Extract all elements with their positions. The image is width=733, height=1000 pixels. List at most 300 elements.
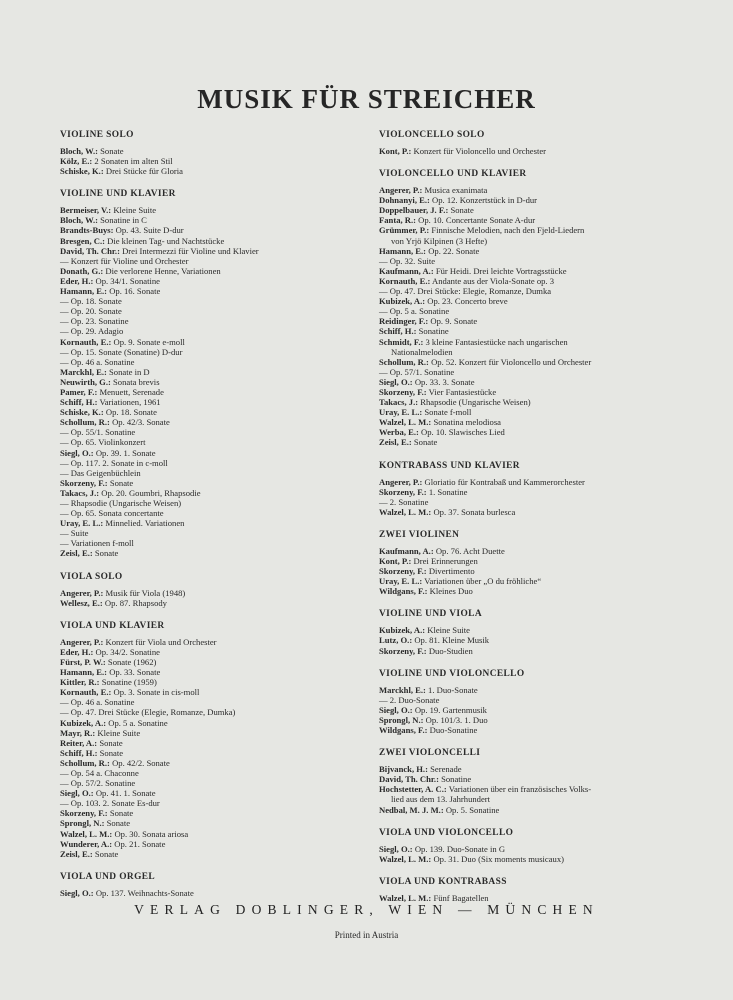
catalog-entry <box>60 707 360 717</box>
composer-name: Schiff, H.: <box>60 397 98 408</box>
composer-name: David, Th. Chr.: <box>379 774 439 785</box>
work-title: 2 Sonaten im alten Stil <box>94 156 173 167</box>
catalog-section <box>379 877 679 903</box>
work-title: Vier Fantasiestücke <box>428 386 497 397</box>
catalog-entry <box>379 296 679 306</box>
work-title: Variationen über „O du fröhliche“ <box>424 576 542 587</box>
work-title: Op. 30. Sonata ariosa <box>114 828 189 839</box>
catalog-entry <box>60 458 360 468</box>
composer-name: Kornauth, E.: <box>60 687 112 698</box>
composer-name: Siegl, O.: <box>379 843 413 854</box>
work-title: Sonate in D <box>109 366 150 377</box>
catalog-entry <box>379 387 679 397</box>
work-title: — 2. Sonatine <box>379 496 429 507</box>
publisher-line: VERLAG DOBLINGER, WIEN — MÜNCHEN <box>134 902 599 917</box>
composer-name: David, Th. Chr.: <box>60 245 120 256</box>
catalog-entry <box>60 657 360 667</box>
work-title: Op. 21. Sonate <box>114 838 166 849</box>
work-title: Sonatine (1959) <box>101 677 157 688</box>
work-title: Op. 81. Kleine Musik <box>414 635 490 646</box>
catalog-entry <box>60 367 360 377</box>
catalog-entry <box>60 818 360 828</box>
composer-name: Marckhl, E.: <box>60 366 107 377</box>
catalog-entry <box>379 794 679 804</box>
catalog-entry <box>60 166 360 176</box>
catalog-entry <box>60 518 360 528</box>
section-title: VIOLA UND ORGEL <box>60 871 156 882</box>
catalog-entry <box>379 205 679 215</box>
catalog-section <box>60 189 360 558</box>
composer-name: Skorzeny, F.: <box>60 808 108 819</box>
catalog-entry <box>60 156 360 166</box>
work-title: — Op. 20. Sonate <box>60 306 122 317</box>
work-title: Op. 101/3. 1. Duo <box>425 714 488 725</box>
composer-name: Siegl, O.: <box>60 447 94 458</box>
catalog-section <box>60 872 360 898</box>
work-title: Sonate <box>109 477 134 488</box>
catalog-entry <box>379 185 679 195</box>
work-title: Op. 39. 1. Sonate <box>95 447 156 458</box>
work-title: Op. 37. Sonata burlesca <box>433 506 516 517</box>
work-title: Serenade <box>430 764 462 775</box>
catalog-entry <box>379 276 679 286</box>
catalog-entry <box>60 498 360 508</box>
work-title: Andante aus der Viola-Sonate op. 3 <box>432 275 555 286</box>
composer-name: Donath, G.: <box>60 265 104 276</box>
catalog-entry <box>379 326 679 336</box>
composer-name: Takacs, J.: <box>60 487 100 498</box>
work-title: Op. 34/2. Sonatine <box>95 646 160 657</box>
work-title: Kleines Duo <box>429 586 473 597</box>
catalog-entry <box>60 448 360 458</box>
work-title: Op. 42/2. Sonate <box>112 757 170 768</box>
work-title: — Op. 18. Sonate <box>60 296 122 307</box>
work-title: Divertimento <box>428 566 475 577</box>
catalog-entry <box>60 647 360 657</box>
composer-name: Kornauth, E.: <box>60 336 112 347</box>
work-title: Op. 19. Gartenmusik <box>414 704 487 715</box>
work-title: 1. Duo-Sonate <box>428 684 478 695</box>
section-title: VIOLINE UND VIOLA <box>379 609 482 620</box>
work-title: lied aus dem 13. Jahrhundert <box>391 794 491 805</box>
left-column <box>60 130 360 911</box>
composer-name: Bermeiser, V.: <box>60 205 112 216</box>
work-title: Menuett, Serenade <box>99 386 164 397</box>
work-title: Sonate <box>100 146 124 156</box>
composer-name: Bloch, W.: <box>60 215 98 226</box>
catalog-entry <box>60 798 360 808</box>
composer-name: Reidinger, F.: <box>379 316 429 327</box>
work-title: Op. 43. Suite D-dur <box>115 225 184 236</box>
work-title: — Op. 57/1. Sonatine <box>379 366 455 377</box>
catalog-section <box>379 461 679 517</box>
catalog-section <box>379 609 679 655</box>
catalog-entry <box>60 738 360 748</box>
catalog-section <box>379 169 679 447</box>
work-title: — Konzert für Violine und Orchester <box>60 255 189 266</box>
composer-name: Siegl, O.: <box>60 887 94 898</box>
composer-name: Wildgans, F.: <box>379 725 428 736</box>
work-title: Op. 5 a. Sonatine <box>108 717 168 728</box>
catalog-entry <box>379 236 679 246</box>
catalog-entry <box>60 748 360 758</box>
work-title: Op. 18. Sonate <box>105 407 157 418</box>
composer-name: Bresgen, C.: <box>60 235 105 246</box>
composer-name: Skorzeny, F.: <box>379 486 427 497</box>
work-title: Rhapsodie (Ungarische Weisen) <box>420 397 531 408</box>
printed-in-line: Printed in Austria <box>334 930 399 940</box>
composer-name: Kölz, E.: <box>60 156 93 167</box>
composer-name: Neuwirth, G.: <box>60 376 111 387</box>
composer-name: Hochstetter, A. C.: <box>379 784 447 795</box>
catalog-entry <box>60 316 360 326</box>
composer-name: Hamann, E.: <box>60 286 108 297</box>
work-title: Op. 10. Slawisches Lied <box>421 427 505 438</box>
work-title: Sonate <box>450 205 474 216</box>
work-title: — 2. Duo-Sonate <box>379 694 440 705</box>
section-title: ZWEI VIOLINEN <box>379 529 460 540</box>
composer-name: Skorzeny, F.: <box>379 645 427 656</box>
work-title: Duo-Sonatine <box>429 725 478 736</box>
catalog-entry <box>60 478 360 488</box>
composer-name: Eder, H.: <box>60 275 94 286</box>
composer-name: Siegl, O.: <box>379 704 413 715</box>
composer-name: Bijvanck, H.: <box>379 764 428 775</box>
catalog-entry <box>379 427 679 437</box>
catalog-entry <box>60 697 360 707</box>
catalog-entry <box>379 357 679 367</box>
catalog-entry <box>60 256 360 266</box>
work-title: Für Heidi. Drei leichte Vortragsstücke <box>435 265 567 276</box>
composer-name: Schollum, R.: <box>60 757 110 768</box>
catalog-entry <box>379 646 679 656</box>
composer-name: Fanta, R.: <box>379 215 416 226</box>
catalog-entry <box>60 266 360 276</box>
composer-name: Fürst, P. W.: <box>60 656 106 667</box>
catalog-section <box>379 530 679 596</box>
work-title: — Op. 32. Suite <box>379 255 436 266</box>
catalog-entry <box>60 548 360 558</box>
work-title: — Das Geigenbüchlein <box>60 467 141 478</box>
work-title: Sonate <box>94 848 119 859</box>
catalog-entry <box>379 367 679 377</box>
catalog-entry <box>60 808 360 818</box>
section-title: VIOLINE UND KLAVIER <box>60 189 176 200</box>
composer-name: Kont, P.: <box>379 146 412 156</box>
catalog-entry <box>379 805 679 815</box>
work-title: Op. 76. Acht Duette <box>435 545 505 556</box>
section-title: KONTRABASS UND KLAVIER <box>379 460 520 471</box>
catalog-entry <box>379 286 679 296</box>
catalog-entry <box>60 306 360 316</box>
composer-name: Sprongl, N.: <box>60 818 105 829</box>
work-title: Sonata brevis <box>113 376 160 387</box>
catalog-entry <box>60 347 360 357</box>
catalog-entry <box>379 316 679 326</box>
section-title: VIOLONCELLO UND KLAVIER <box>379 169 527 180</box>
section-title: VIOLA UND KLAVIER <box>60 620 165 631</box>
catalog-entry <box>60 778 360 788</box>
catalog-section <box>379 130 679 156</box>
work-title: Op. 9. Sonate <box>430 316 478 327</box>
catalog-entry <box>60 246 360 256</box>
section-title: VIOLINE SOLO <box>60 130 134 140</box>
catalog-entry <box>60 788 360 798</box>
composer-name: Skorzeny, F.: <box>379 386 427 397</box>
composer-name: Doppelbauer, J. F.: <box>379 205 449 216</box>
work-title: — Op. 47. Drei Stücke (Elegie, Romanze, Dumka) <box>60 707 236 718</box>
catalog-entry <box>379 507 679 517</box>
catalog-entry <box>60 417 360 427</box>
catalog-entry <box>60 357 360 367</box>
work-title: — Op. 65. Sonata concertante <box>60 508 164 519</box>
work-title: Sonatine <box>441 774 472 785</box>
catalog-entry <box>60 598 360 608</box>
catalog-entry <box>379 407 679 417</box>
work-title: Op. 87. Rhapsody <box>104 597 167 608</box>
work-title: Musik für Viola (1948) <box>105 587 186 598</box>
composer-name: Kubizek, A.: <box>379 296 426 307</box>
work-title: Sonate (1962) <box>107 656 157 667</box>
composer-name: Wunderer, A.: <box>60 838 113 849</box>
composer-name: Kubizek, A.: <box>379 625 426 636</box>
catalog-entry <box>379 725 679 735</box>
catalog-entry <box>379 625 679 635</box>
work-title: — Op. 29. Adagio <box>60 326 124 337</box>
catalog-entry <box>60 377 360 387</box>
composer-name: Schiff, H.: <box>379 326 417 337</box>
catalog-entry <box>379 854 679 864</box>
catalog-entry <box>60 236 360 246</box>
catalog-entry <box>60 888 360 898</box>
composer-name: Kaufmann, A.: <box>379 265 434 276</box>
work-title: Sonate <box>413 437 438 448</box>
catalog-entry <box>379 556 679 566</box>
work-title: Op. 34/1. Sonatine <box>95 275 160 286</box>
composer-name: Kornauth, E.: <box>379 275 431 286</box>
work-title: — Op. 46 a. Sonatine <box>60 356 135 367</box>
work-title: — Op. 15. Sonate (Sonatine) D-dur <box>60 346 183 357</box>
work-title: Konzert für Violoncello und Orchester <box>413 146 547 156</box>
work-title: — Op. 47. Drei Stücke: Elegie, Romanze, Dumka <box>379 286 552 297</box>
catalog-entry <box>379 715 679 725</box>
catalog-section <box>60 572 360 608</box>
catalog-entry <box>379 685 679 695</box>
catalog-entry <box>379 566 679 576</box>
catalog-entry <box>379 256 679 266</box>
catalog-entry <box>379 437 679 447</box>
catalog-entry <box>379 497 679 507</box>
work-title: — Op. 103. 2. Sonate Es-dur <box>60 798 160 809</box>
work-title: — Op. 46 a. Sonatine <box>60 697 135 708</box>
catalog-entry <box>379 266 679 276</box>
work-title: Op. 10. Concertante Sonate A-dur <box>418 215 536 226</box>
work-title: Op. 3. Sonate in cis-moll <box>113 687 200 698</box>
catalog-entry <box>60 326 360 336</box>
composer-name: Bloch, W.: <box>60 146 98 156</box>
composer-name: Sprongl, N.: <box>379 714 424 725</box>
work-title: — Op. 65. Violinkonzert <box>60 437 146 448</box>
composer-name: Takacs, J.: <box>379 397 419 408</box>
catalog-entry <box>60 839 360 849</box>
work-title: — Rhapsodie (Ungarische Weisen) <box>60 498 182 508</box>
work-title: Fünf Bagatellen <box>433 892 489 903</box>
work-title: Drei Erinnerungen <box>413 556 478 566</box>
catalog-entry <box>379 347 679 357</box>
catalog-entry <box>60 728 360 738</box>
work-title: Sonate <box>106 818 131 829</box>
catalog-entry <box>379 246 679 256</box>
composer-name: Walzel, L. M.: <box>379 417 432 428</box>
composer-name: Zeisl, E.: <box>379 437 412 448</box>
catalog-entry <box>379 225 679 235</box>
composer-name: Marckhl, E.: <box>379 684 426 695</box>
composer-name: Siegl, O.: <box>379 376 413 387</box>
work-title: Op. 33. Sonate <box>109 667 161 678</box>
work-title: Gloriatio für Kontrabaß und Kammerorchester <box>424 476 585 487</box>
work-title: Sonate <box>94 548 119 559</box>
catalog-entry <box>379 695 679 705</box>
composer-name: Zeisl, E.: <box>60 548 93 559</box>
composer-name: Kubizek, A.: <box>60 717 107 728</box>
work-title: Die kleinen Tag- und Nachtstücke <box>107 235 225 246</box>
catalog-entry <box>379 417 679 427</box>
catalog-entry <box>379 337 679 347</box>
catalog-entry <box>60 407 360 417</box>
catalog-entry <box>60 528 360 538</box>
catalog-entry <box>60 205 360 215</box>
catalog-entry <box>379 146 679 156</box>
work-title: Drei Intermezzi für Violine und Klavier <box>122 245 259 256</box>
catalog-entry <box>379 844 679 854</box>
work-title: Variationen, 1961 <box>99 397 161 408</box>
section-title: VIOLA UND VIOLONCELLO <box>379 827 514 838</box>
right-column <box>379 130 679 916</box>
composer-name: Kont, P.: <box>379 556 412 566</box>
work-title: Finnische Melodien, nach den Fjeld-Liedern <box>431 225 585 236</box>
composer-name: Skorzeny, F.: <box>60 477 108 488</box>
work-title: 3 kleine Fantasiestücke nach ungarischen <box>425 336 568 347</box>
work-title: Op. 42/3. Sonate <box>112 417 170 428</box>
composer-name: Brandts-Buys: <box>60 225 114 236</box>
composer-name: Zeisl, E.: <box>60 848 93 859</box>
composer-name: Angerer, P.: <box>379 185 423 196</box>
catalog-entry <box>60 488 360 498</box>
catalog-entry <box>379 774 679 784</box>
work-title: — Op. 117. 2. Sonate in c-moll <box>60 457 168 468</box>
catalog-entry <box>60 437 360 447</box>
composer-name: Hamann, E.: <box>60 667 108 678</box>
catalog-entry <box>379 377 679 387</box>
work-title: Op. 16. Sonate <box>109 286 161 297</box>
catalog-entry <box>60 276 360 286</box>
work-title: Op. 137. Weihnachts-Sonate <box>95 887 194 898</box>
section-title: VIOLA SOLO <box>60 571 123 582</box>
catalog-entry <box>60 538 360 548</box>
work-title: Nationalmelodien <box>391 346 453 357</box>
catalog-entry <box>379 195 679 205</box>
catalog-entry <box>379 487 679 497</box>
work-title: Sonate <box>109 808 134 819</box>
catalog-entry <box>379 705 679 715</box>
work-title: Op. 5. Sonatine <box>445 804 500 815</box>
composer-name: Uray, E. L.: <box>60 518 104 529</box>
catalog-entry <box>379 586 679 596</box>
work-title: — Suite <box>60 528 89 539</box>
catalog-entry <box>60 667 360 677</box>
work-title: Variationen über ein französisches Volks- <box>448 784 592 795</box>
composer-name: Walzel, L. M.: <box>379 892 432 903</box>
composer-name: Schiff, H.: <box>60 747 98 758</box>
work-title: Sonate <box>99 737 123 748</box>
composer-name: Skorzeny, F.: <box>379 566 427 577</box>
composer-name: Reiter, A.: <box>60 737 98 748</box>
work-title: Op. 12. Konzertstück in D-dur <box>432 195 538 206</box>
work-title: Musica exanimata <box>424 185 488 196</box>
composer-name: Angerer, P.: <box>60 587 104 598</box>
work-title: Op. 20. Goumbri, Rhapsodie <box>101 487 201 498</box>
catalog-entry <box>379 635 679 645</box>
work-title: Kleine Suite <box>97 727 141 738</box>
composer-name: Schollum, R.: <box>60 417 110 428</box>
catalog-entry <box>60 427 360 437</box>
work-title: 1. Sonatine <box>428 486 468 497</box>
work-title: — Op. 23. Sonatine <box>60 316 129 327</box>
composer-name: Angerer, P.: <box>60 636 104 647</box>
catalog-entry <box>60 397 360 407</box>
catalog-entry <box>60 296 360 306</box>
catalog-entry <box>60 768 360 778</box>
catalog-section <box>60 621 360 859</box>
composer-name: Walzel, L. M.: <box>60 828 113 839</box>
catalog-entry <box>379 764 679 774</box>
catalog-entry <box>60 215 360 225</box>
catalog-entry <box>60 758 360 768</box>
composer-name: Kittler, R.: <box>60 677 100 688</box>
work-title: Op. 23. Concerto breve <box>427 296 508 307</box>
composer-name: Schiske, K.: <box>60 407 104 418</box>
work-title: Sonatine in C <box>100 215 147 226</box>
catalog-entry <box>60 468 360 478</box>
composer-name: Wellesz, E.: <box>60 597 103 608</box>
composer-name: Werba, E.: <box>379 427 419 438</box>
composer-name: Schiske, K.: <box>60 166 104 177</box>
work-title: Op. 22. Sonate <box>428 245 480 256</box>
catalog-entry <box>60 718 360 728</box>
catalog-entry <box>60 829 360 839</box>
catalog-entry <box>379 546 679 556</box>
composer-name: Eder, H.: <box>60 646 94 657</box>
composer-name: Lutz, O.: <box>379 635 413 646</box>
work-title: — Variationen f-moll <box>60 538 134 549</box>
catalog-entry <box>60 286 360 296</box>
composer-name: Uray, E. L.: <box>379 576 423 587</box>
work-title: — Op. 55/1. Sonatine <box>60 427 136 438</box>
work-title: Sonatine <box>418 326 449 337</box>
composer-name: Siegl, O.: <box>60 788 94 799</box>
section-title: VIOLONCELLO SOLO <box>379 130 485 140</box>
work-title: — Op. 57/2. Sonatine <box>60 778 136 789</box>
catalog-entry <box>60 225 360 235</box>
catalog-entry <box>379 477 679 487</box>
catalog-section <box>379 748 679 814</box>
work-title: Op. 139. Duo-Sonate in G <box>414 843 506 854</box>
catalog-section <box>379 828 679 864</box>
catalog-section <box>379 669 679 735</box>
work-title: Op. 9. Sonate e-moll <box>113 336 185 347</box>
composer-name: Schmidt, F.: <box>379 336 424 347</box>
catalog-entry <box>379 215 679 225</box>
